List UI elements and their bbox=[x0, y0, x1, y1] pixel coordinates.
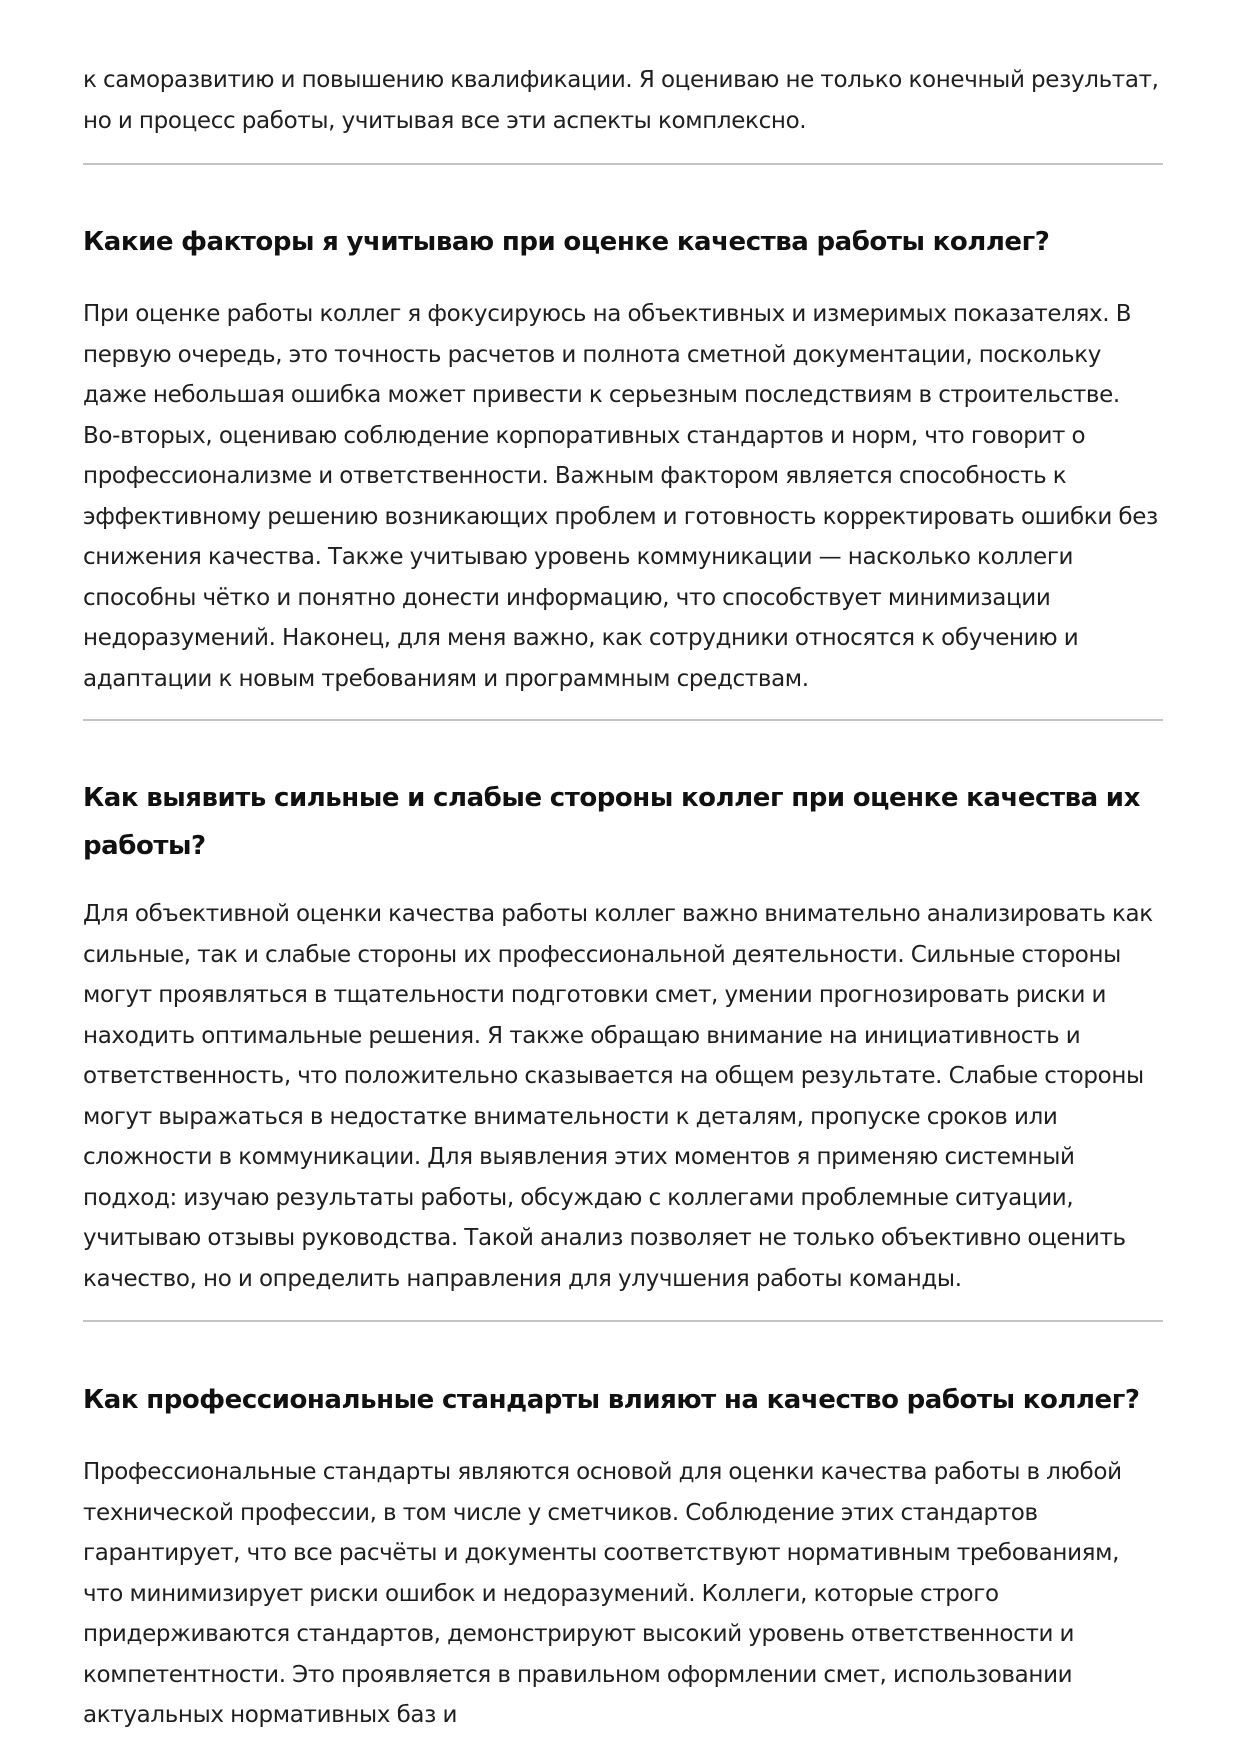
section-paragraph: При оценке работы коллег я фокусируюсь на объективных и измеримых показателях. В первую очередь, это точность расчетов и полнота сметной документации, поскольку даже небольшая ошибка может привести к серьезным последствиям в строительстве. Во-вторых, оцениваю соблюдение корпоративных стандартов и норм, что говорит о профессионализме и ответственности. Важным фактором является способность к эффективному решению возникающих проблем и готовность корректировать ошибки без снижения качества. Также учитываю уровень коммуникации — насколько коллеги способны чётко и понятно донести информацию, что способствует минимизации недоразумений. Наконец, для меня важно, как сотрудники относятся к обучению и адаптации к новым требованиям и программным средствам. bbox=[83, 301, 1158, 692]
section-paragraph: Для объективной оценки качества работы коллег важно внимательно анализировать как сильные, так и слабые стороны их профессиональной деятельности. Сильные стороны могут проявляться в тщательности подготовки смет, умении прогнозировать риски и находить оптимальные решения. Я также обращаю внимание на инициативность и ответственность, что положительно сказывается на общем результате. Слабые стороны могут выражаться в недостатке внимательности к деталям, пропуске сроков или сложности в коммуникации. Для выявления этих моментов я применяю системный подход: изучаю результаты работы, обсуждаю с коллегами проблемные ситуации, учитываю отзывы руководства. Такой анализ позволяет не только объективно оценить качество, но и определить направления для улучшения работы команды. bbox=[83, 901, 1153, 1292]
intro-paragraph: к саморазвитию и повышению квалификации. Я оцениваю не только конечный результат, но и процесс работы, учитывая все эти аспекты комплексно. bbox=[83, 67, 1159, 134]
section-divider bbox=[83, 719, 1163, 721]
section-heading: Какие факторы я учитываю при оценке качества работы коллег? bbox=[83, 227, 1050, 257]
section-heading: Как выявить сильные и слабые стороны коллег при оценке качества их работы? bbox=[83, 783, 1140, 861]
section-heading: Как профессиональные стандарты влияют на качество работы коллег? bbox=[83, 1385, 1140, 1415]
section-divider bbox=[83, 163, 1163, 165]
section-divider bbox=[83, 1320, 1163, 1322]
section-paragraph: Профессиональные стандарты являются основой для оценки качества работы в любой технической профессии, в том числе у сметчиков. Соблюдение этих стандартов гарантирует, что все расчёты и документы соответствуют нормативным требованиям, что минимизирует риски ошибок и недоразумений. Коллеги, которые строго придерживаются стандартов, демонстрируют высокий уровень ответственности и компетентности. Это проявляется в правильном оформлении смет, использовании актуальных нормативных баз и bbox=[83, 1459, 1122, 1728]
